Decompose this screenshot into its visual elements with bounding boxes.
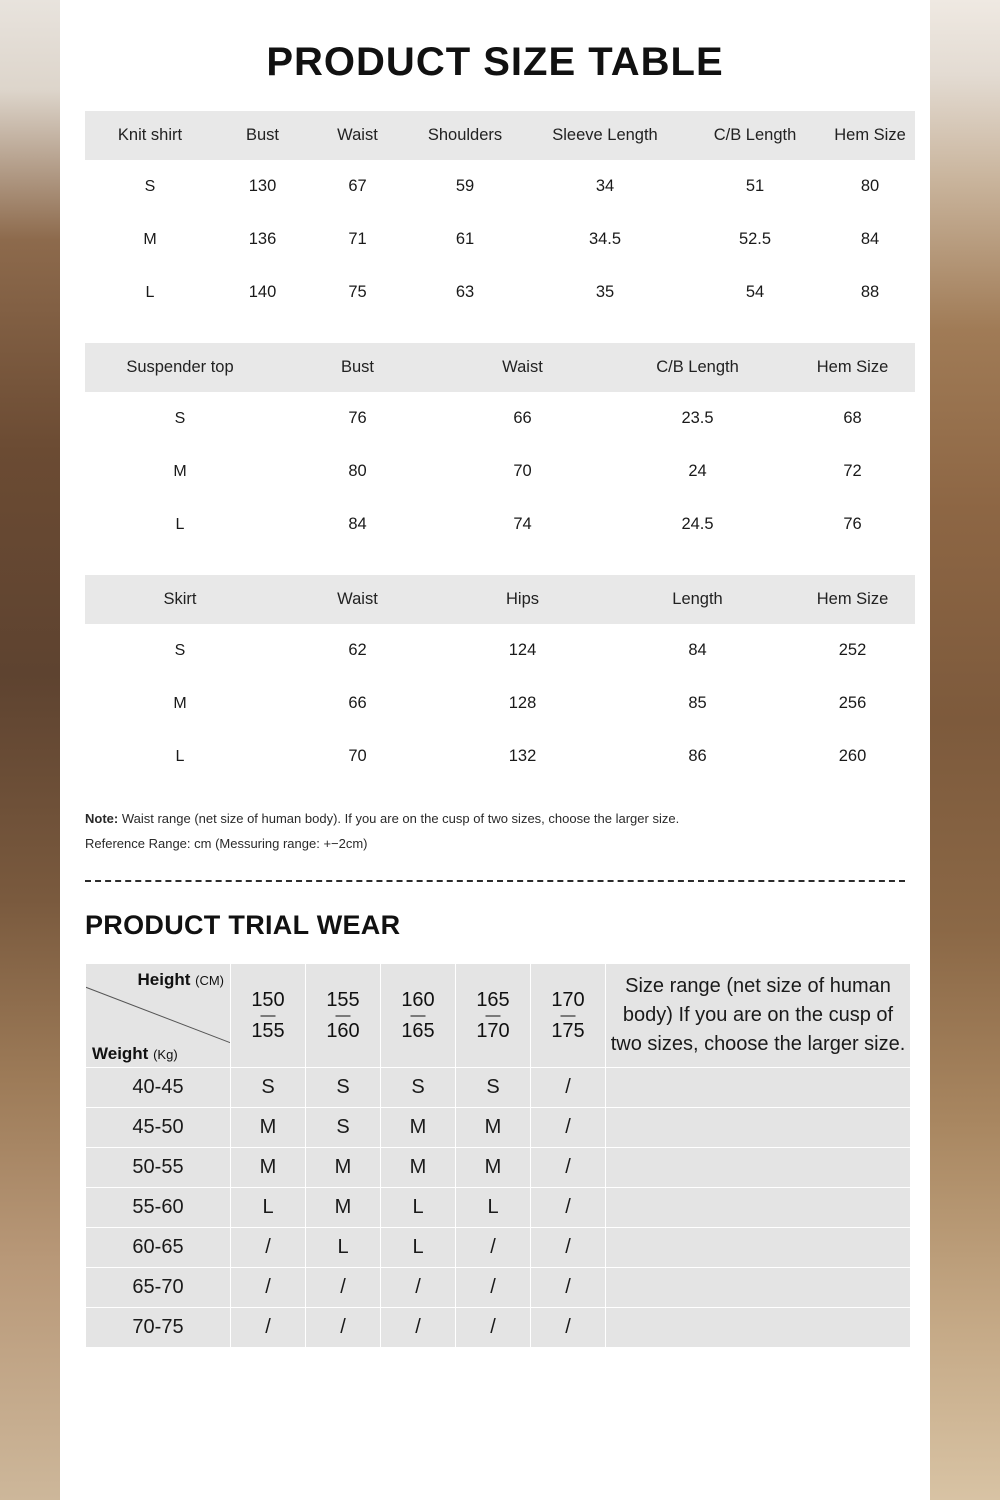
height-range-header xyxy=(381,964,456,1068)
table-row xyxy=(86,1228,911,1268)
cell-value: L xyxy=(231,1188,306,1228)
cell-value: 260 xyxy=(790,730,915,783)
table-row xyxy=(85,266,915,319)
empty-cell xyxy=(606,1188,911,1228)
cell-value: M xyxy=(381,1148,456,1188)
cell-value: S xyxy=(231,1068,306,1108)
table-header-row xyxy=(85,343,915,392)
note-line-2: Reference Range: cm (Messuring range: +−2cm) xyxy=(85,835,368,851)
height-weight-corner-cell xyxy=(86,964,231,1068)
size-label: M xyxy=(85,213,215,266)
empty-cell xyxy=(606,1148,911,1188)
table-row xyxy=(85,213,915,266)
cell-value: 72 xyxy=(790,445,915,498)
column-header: Hem Size xyxy=(825,111,915,160)
cell-value: 256 xyxy=(790,677,915,730)
cell-value: M xyxy=(306,1148,381,1188)
range-to: 155 xyxy=(251,1020,285,1043)
empty-cell xyxy=(606,1228,911,1268)
cell-value: M xyxy=(456,1148,531,1188)
height-label: Height xyxy=(137,970,191,990)
note-label: Note: xyxy=(85,811,119,826)
size-chart-sheet xyxy=(60,0,930,1500)
cell-value: 61 xyxy=(405,213,525,266)
column-header: Shoulders xyxy=(405,111,525,160)
cell-value: S xyxy=(381,1068,456,1108)
trial-wear-title: PRODUCT TRIAL WEAR xyxy=(85,910,401,941)
table-row xyxy=(86,1268,911,1308)
column-header: Hips xyxy=(440,575,605,624)
background-photo-left xyxy=(0,0,60,1500)
cell-value: / xyxy=(531,1228,606,1268)
cell-value: M xyxy=(381,1108,456,1148)
knit-shirt-size-table xyxy=(85,111,915,319)
cell-value: 62 xyxy=(275,624,440,677)
range-from: 170 xyxy=(551,988,585,1011)
range-to: 170 xyxy=(476,1020,510,1043)
cell-value: 51 xyxy=(685,160,825,213)
weight-range: 70-75 xyxy=(86,1308,231,1348)
cell-value: 67 xyxy=(310,160,405,213)
cell-value: / xyxy=(306,1308,381,1348)
size-label: S xyxy=(85,392,275,445)
height-range-header xyxy=(231,964,306,1068)
range-to: 165 xyxy=(401,1020,435,1043)
column-header: Bust xyxy=(275,343,440,392)
column-header: C/B Length xyxy=(685,111,825,160)
cell-value: 63 xyxy=(405,266,525,319)
column-header: Knit shirt xyxy=(85,111,215,160)
skirt-size-table xyxy=(85,575,915,783)
range-from: 165 xyxy=(476,988,510,1011)
background-photo-right xyxy=(930,0,1000,1500)
cell-value: / xyxy=(231,1308,306,1348)
cell-value: S xyxy=(456,1068,531,1108)
cell-value: / xyxy=(381,1308,456,1348)
range-to: 175 xyxy=(551,1020,585,1043)
cell-value: 76 xyxy=(790,498,915,551)
column-header: Sleeve Length xyxy=(525,111,685,160)
weight-range: 45-50 xyxy=(86,1108,231,1148)
weight-range: 40-45 xyxy=(86,1068,231,1108)
cell-value: M xyxy=(231,1108,306,1148)
cell-value: / xyxy=(531,1308,606,1348)
cell-value: L xyxy=(306,1228,381,1268)
range-dash: — xyxy=(560,1006,576,1024)
cell-value: / xyxy=(531,1068,606,1108)
cell-value: 68 xyxy=(790,392,915,445)
cell-value: 128 xyxy=(440,677,605,730)
cell-value: 252 xyxy=(790,624,915,677)
height-range-header xyxy=(306,964,381,1068)
cell-value: / xyxy=(231,1268,306,1308)
range-dash: — xyxy=(260,1006,276,1024)
table-row xyxy=(85,677,915,730)
size-note xyxy=(85,807,905,856)
weight-range: 65-70 xyxy=(86,1268,231,1308)
cell-value: 130 xyxy=(215,160,310,213)
trial-header-row xyxy=(86,964,911,1068)
page-title: PRODUCT SIZE TABLE xyxy=(266,40,724,84)
table-row xyxy=(85,160,915,213)
cell-value: L xyxy=(456,1188,531,1228)
weight-range: 55-60 xyxy=(86,1188,231,1228)
height-range-header xyxy=(456,964,531,1068)
column-header: Hem Size xyxy=(790,343,915,392)
column-header: Waist xyxy=(275,575,440,624)
cell-value: 66 xyxy=(275,677,440,730)
table-row xyxy=(86,1108,911,1148)
size-label: L xyxy=(85,730,275,783)
range-dash: — xyxy=(410,1006,426,1024)
height-unit: (CM) xyxy=(195,973,224,989)
cell-value: 80 xyxy=(275,445,440,498)
cell-value: M xyxy=(306,1188,381,1228)
cell-value: 24.5 xyxy=(605,498,790,551)
suspender-top-size-table xyxy=(85,343,915,551)
cell-value: / xyxy=(231,1228,306,1268)
empty-cell xyxy=(606,1268,911,1308)
cell-value: 136 xyxy=(215,213,310,266)
empty-cell xyxy=(606,1108,911,1148)
cell-value: / xyxy=(381,1268,456,1308)
column-header: Waist xyxy=(310,111,405,160)
range-from: 150 xyxy=(251,988,285,1011)
cell-value: 34.5 xyxy=(525,213,685,266)
cell-value: / xyxy=(531,1108,606,1148)
size-label: S xyxy=(85,160,215,213)
cell-value: 70 xyxy=(275,730,440,783)
cell-value: L xyxy=(381,1228,456,1268)
column-header: Bust xyxy=(215,111,310,160)
column-header: Skirt xyxy=(85,575,275,624)
cell-value: 59 xyxy=(405,160,525,213)
cell-value: 140 xyxy=(215,266,310,319)
cell-value: M xyxy=(456,1108,531,1148)
trial-side-note: Size range (net size of human body) If you are on the cusp of two sizes, choose the larger size. xyxy=(606,964,911,1068)
column-header: Hem Size xyxy=(790,575,915,624)
table-row xyxy=(85,730,915,783)
weight-unit: (Kg) xyxy=(153,1046,178,1062)
range-to: 160 xyxy=(326,1020,360,1043)
column-header: Suspender top xyxy=(85,343,275,392)
cell-value: / xyxy=(456,1308,531,1348)
size-label: L xyxy=(85,498,275,551)
cell-value: 24 xyxy=(605,445,790,498)
cell-value: M xyxy=(231,1148,306,1188)
cell-value: L xyxy=(381,1188,456,1228)
cell-value: 88 xyxy=(825,266,915,319)
cell-value: 76 xyxy=(275,392,440,445)
cell-value: S xyxy=(306,1068,381,1108)
cell-value: 84 xyxy=(825,213,915,266)
size-label: L xyxy=(85,266,215,319)
column-header: Waist xyxy=(440,343,605,392)
cell-value: 54 xyxy=(685,266,825,319)
cell-value: 71 xyxy=(310,213,405,266)
size-label: M xyxy=(85,677,275,730)
cell-value: 52.5 xyxy=(685,213,825,266)
range-from: 160 xyxy=(401,988,435,1011)
table-row xyxy=(85,498,915,551)
cell-value: S xyxy=(306,1108,381,1148)
table-header-row xyxy=(85,575,915,624)
range-dash: — xyxy=(335,1006,351,1024)
range-from: 155 xyxy=(326,988,360,1011)
range-dash: — xyxy=(485,1006,501,1024)
size-label: M xyxy=(85,445,275,498)
table-row xyxy=(85,445,915,498)
cell-value: / xyxy=(456,1228,531,1268)
section-divider xyxy=(85,880,905,882)
table-row xyxy=(85,392,915,445)
cell-value: 84 xyxy=(605,624,790,677)
table-row xyxy=(86,1068,911,1108)
cell-value: 85 xyxy=(605,677,790,730)
cell-value: 74 xyxy=(440,498,605,551)
cell-value: 23.5 xyxy=(605,392,790,445)
cell-value: / xyxy=(531,1148,606,1188)
cell-value: 34 xyxy=(525,160,685,213)
cell-value: 75 xyxy=(310,266,405,319)
cell-value: 86 xyxy=(605,730,790,783)
height-range-header xyxy=(531,964,606,1068)
table-header-row xyxy=(85,111,915,160)
table-row xyxy=(86,1308,911,1348)
column-header: Length xyxy=(605,575,790,624)
note-line-1: Waist range (net size of human body). If you are on the cusp of two sizes, choose the larger size. xyxy=(118,811,680,826)
cell-value: / xyxy=(531,1268,606,1308)
cell-value: / xyxy=(531,1188,606,1228)
column-header: C/B Length xyxy=(605,343,790,392)
cell-value: 70 xyxy=(440,445,605,498)
product-trial-wear-table xyxy=(85,963,911,1348)
cell-value: 66 xyxy=(440,392,605,445)
cell-value: 35 xyxy=(525,266,685,319)
table-row xyxy=(86,1148,911,1188)
cell-value: 124 xyxy=(440,624,605,677)
cell-value: 84 xyxy=(275,498,440,551)
weight-range: 50-55 xyxy=(86,1148,231,1188)
cell-value: 132 xyxy=(440,730,605,783)
empty-cell xyxy=(606,1308,911,1348)
weight-label: Weight xyxy=(92,1043,149,1063)
cell-value: 80 xyxy=(825,160,915,213)
table-row xyxy=(85,624,915,677)
cell-value: / xyxy=(456,1268,531,1308)
empty-cell xyxy=(606,1068,911,1108)
table-row xyxy=(86,1188,911,1228)
weight-range: 60-65 xyxy=(86,1228,231,1268)
cell-value: / xyxy=(306,1268,381,1308)
size-label: S xyxy=(85,624,275,677)
